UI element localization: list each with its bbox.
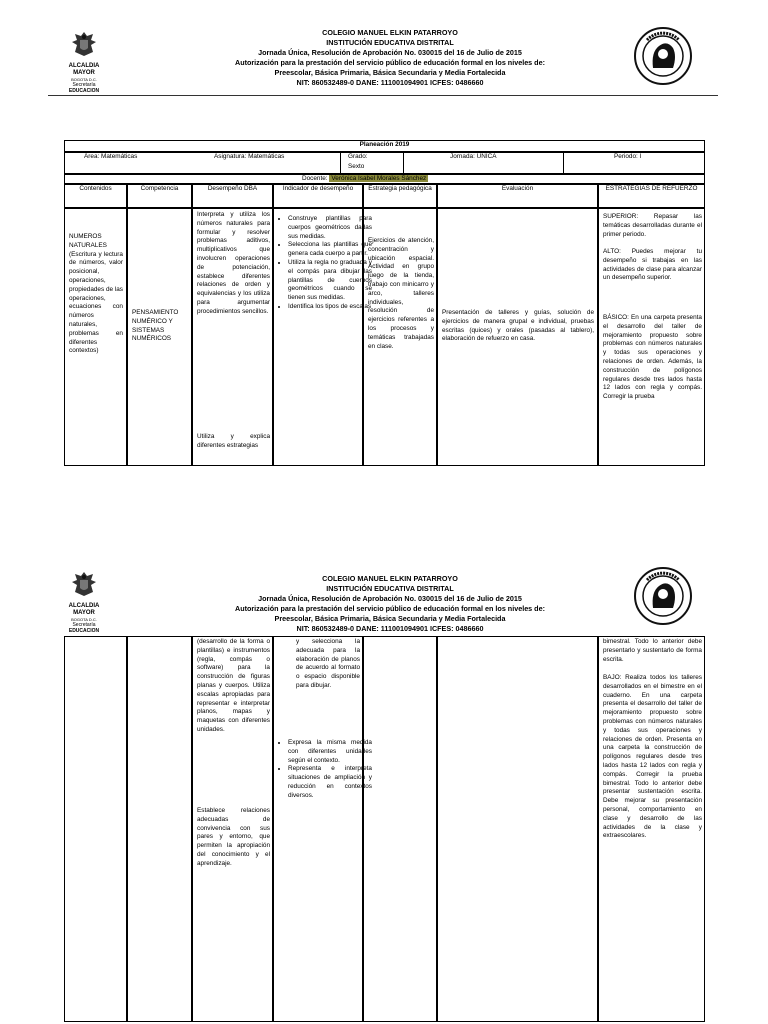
cell-indicador	[273, 208, 372, 466]
coat-of-arms-icon	[69, 30, 99, 58]
cell-contenidos	[64, 208, 127, 466]
school-seal-icon	[633, 566, 693, 626]
cell-competencia	[127, 636, 192, 1022]
refuerzo-alto: ALTO: Puedes mejorar tu desempeño si trabajas en las actividades de clase para alcanzar un desempeño superior.	[603, 248, 702, 282]
cell-evaluacion	[437, 208, 598, 466]
cell-desempeno	[192, 636, 273, 1022]
col-desempeno: Desempeño DBA	[192, 184, 273, 208]
cell-indicador	[273, 636, 372, 1022]
logo-text-2: BOGOTA D.C.	[71, 77, 97, 82]
codes: NIT: 860532489-0 DANE: 111001094901 ICFES: 0486660	[296, 78, 484, 87]
indicador-item: • Selecciona las plantillas que genera cada cuerpo a partir.	[288, 241, 372, 259]
col-evaluacion: Evaluación	[437, 184, 598, 208]
asignatura-label: Asignatura: Matemáticas	[214, 153, 285, 160]
col-indicador: Indicador de desempeño	[273, 184, 363, 208]
cell-estrategia	[363, 636, 437, 1022]
cell-refuerzo	[598, 208, 705, 466]
cell-competencia	[127, 208, 192, 466]
cell-estrategia	[363, 208, 437, 466]
refuerzo-superior: SUPERIOR: Repasar las temáticas desarrolladas durante el primer periodo.	[603, 213, 702, 238]
grado-value: Sexto	[348, 163, 365, 170]
alcaldia-logo	[60, 30, 108, 94]
refuerzo-cont: bimestral. Todo lo anterior debe presentarlo y sustentarlo de forma escrita.	[603, 638, 702, 663]
school-header	[160, 574, 620, 634]
docente-label: Docente:	[302, 175, 328, 182]
cell-desempeno	[192, 208, 273, 466]
logo-text-1: ALCALDIA MAYOR	[68, 603, 100, 616]
indicador-item: • Identifica los tipos de escalas	[288, 303, 372, 312]
table-title: Planeación 2019	[64, 140, 705, 152]
estrategia-text: Ejercicios de atención, concentración y ubicación espacial. Actividad en grupo juego de la tienda, trabajo con minicarro y arco, talleres individuales, resolución de ejercicios referentes a los procesos y temáticas trabajadas en clase.	[368, 237, 434, 350]
logo-text-3: Secretaría	[72, 622, 96, 628]
indicador-item: • Expresa la misma medida con diferentes unidades según el contexto.	[288, 739, 372, 765]
refuerzo-basico: BÁSICO: En una carpeta presenta el desarrollo del taller de mejoramiento propuesto sobre problemas con números naturales y todas sus operaciones y relaciones de orden. Además, la construcción de polígonos regulares desde tres lados hasta 12 lados con regla y compás. Corregir la prueba	[603, 314, 702, 401]
coat-of-arms-icon	[69, 570, 99, 598]
school-name: COLEGIO MANUEL ELKIN PATARROYO	[322, 28, 458, 37]
evaluacion-text: Presentación de talleres y guías, solución de ejercicios de manera grupal e individual, pruebas escritas (quices) y orales (pasadas al tablero), elaboración de refuerzo en casa.	[442, 309, 594, 343]
logo-text-4: EDUCACION	[68, 628, 100, 634]
page-2	[0, 560, 768, 1024]
indicador-list	[276, 215, 372, 312]
refuerzo-bajo: BAJO: Realiza todos los talleres desarrollados en el bimestre en el cuaderno. En una carpeta presenta el desarrollo del taller de mejoramiento propuesto sobre problemas con números naturales y todas sus operaciones y relaciones de orden. Presenta en una carpeta la construcción de polígonos regulares desde tres lados hasta 12 lados con regla y compás. Corregir la prueba bimestral. Todo lo anterior debe presentar sustentación escrita. Debe mejorar su presentación personal, comportamiento en clase y desarrollo de las actividades de la clase y extraescolares.	[603, 674, 702, 840]
grado-label: Grado:	[348, 153, 368, 160]
indicador-item: • Construye plantillas para cuerpos geométricos dadas sus medidas.	[288, 215, 372, 241]
school-name: COLEGIO MANUEL ELKIN PATARROYO	[322, 574, 458, 583]
page-gap	[0, 520, 768, 560]
competencia-text: PENSAMIENTO NUMÉRICO Y SISTEMAS NUMÉRICOS	[132, 309, 179, 343]
area-label: Área: Matemáticas	[84, 153, 138, 160]
indicador-item: • Utiliza la regla no graduada y el compás para dibujar las plantillas de cuerpos geométricos cuando se tienen sus medidas.	[288, 259, 372, 303]
authorization: Autorización para la prestación del servicio público de educación formal en los niveles de:	[235, 604, 545, 613]
logo-text-3: Secretaría	[72, 82, 96, 88]
desempeno-text-2: Utiliza y explica diferentes estrategias	[197, 433, 270, 449]
school-type: INSTITUCIÓN EDUCATIVA DISTRITAL	[326, 38, 454, 47]
cell-refuerzo	[598, 636, 705, 1022]
col-refuerzo: ESTRATEGIAS DE REFUERZO	[598, 184, 705, 208]
resolution: Jornada Única, Resolución de Aprobación No. 030015 del 16 de Julio de 2015	[258, 594, 522, 603]
logo-text-1: ALCALDIA MAYOR	[68, 63, 100, 76]
alcaldia-logo	[60, 570, 108, 634]
school-seal-icon	[633, 26, 693, 86]
cell-contenidos	[64, 636, 127, 1022]
col-contenidos: Contenidos	[64, 184, 127, 208]
logo-text-4: EDUCACION	[68, 88, 100, 94]
indicador-list	[276, 739, 372, 801]
col-estrategia: Estrategia pedagógica	[363, 184, 437, 208]
periodo-label: Periodo: I	[614, 153, 642, 160]
docente-line	[302, 175, 428, 184]
desempeno-text-2: Establece relaciones adecuadas de convivencia con sus pares y entorno, que permiten la apropiación del conocimiento y el aprendizaje.	[197, 807, 270, 867]
authorization: Autorización para la prestación del servicio público de educación formal en los niveles de:	[235, 58, 545, 67]
resolution: Jornada Única, Resolución de Aprobación No. 030015 del 16 de Julio de 2015	[258, 48, 522, 57]
jornada-label: Jornada: UNICA	[450, 153, 497, 160]
desempeno-text: Interpreta y utiliza los números naturales para formular y resolver problemas aditivos, multiplicativos que involucren operaciones de potenciación, establece diferentes relaciones de orden y equivalencias y los utiliza para argumentar procedimientos sencillos.	[197, 211, 270, 315]
header-rule	[48, 95, 718, 96]
levels: Preescolar, Básica Primaria, Básica Secundaria y Media Fortalecida	[274, 68, 506, 77]
school-header	[160, 28, 620, 88]
codes: NIT: 860532489-0 DANE: 111001094901 ICFES: 0486660	[296, 624, 484, 633]
indicador-continuation: y selecciona la adecuada para la elaboración de planos de acuerdo al formato o espacio disponible para dibujar.	[296, 638, 360, 689]
logo-text-2: BOGOTA D.C.	[71, 617, 97, 622]
contenidos-text: NUMEROS NATURALES (Escritura y lectura de números, valor posicional, operaciones, propiedades de las operaciones, ecuaciones con números naturales, problemas en diferentes contextos)	[69, 233, 124, 355]
page-header	[0, 0, 768, 100]
school-type: INSTITUCIÓN EDUCATIVA DISTRITAL	[326, 584, 454, 593]
indicador-item: • Representa e interpreta situaciones de ampliación y reducción en contextos diversos.	[288, 765, 372, 800]
docente-name: Verónica Isabel Morales Sánchez	[331, 175, 427, 182]
levels: Preescolar, Básica Primaria, Básica Secundaria y Media Fortalecida	[274, 614, 506, 623]
cell-evaluacion	[437, 636, 598, 1022]
desempeno-text: (desarrollo de la forma o plantillas) e instrumentos (regla, compás o software) para la construcción de figuras planas y cuerpos. Utiliza escalas apropiadas para representar e interpretar planos, mapas y maquetas con diferentes unidades.	[197, 638, 270, 733]
col-competencia: Competencia	[127, 184, 192, 208]
